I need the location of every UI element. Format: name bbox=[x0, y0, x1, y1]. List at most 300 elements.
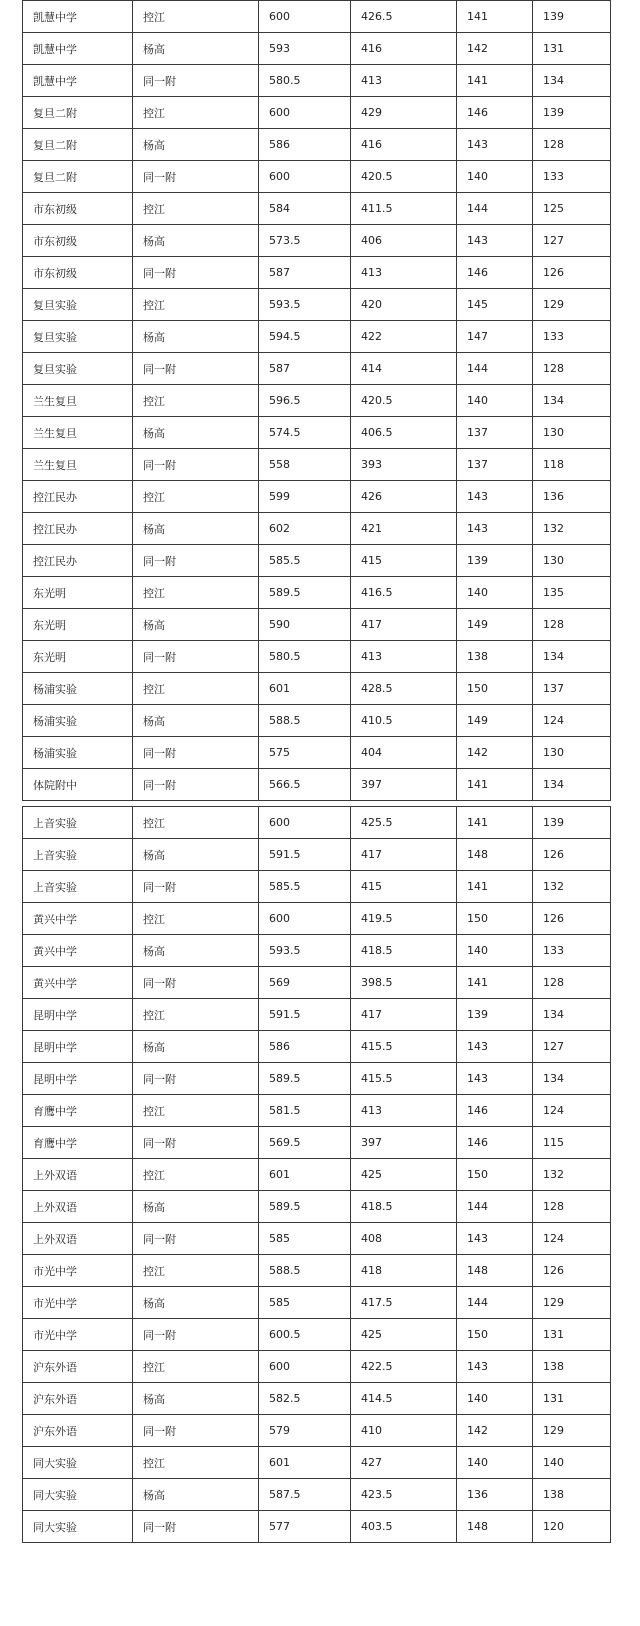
score-sheet bbox=[22, 0, 610, 1543]
score-cell-1: 573.5 bbox=[259, 225, 351, 257]
score-cell-1: 601 bbox=[259, 1447, 351, 1479]
school-cell: 市光中学 bbox=[23, 1255, 133, 1287]
target-school-cell: 杨高 bbox=[133, 839, 259, 871]
school-cell: 市东初级 bbox=[23, 225, 133, 257]
score-cell-2: 416.5 bbox=[351, 577, 457, 609]
score-cell-4: 136 bbox=[533, 481, 611, 513]
table-row bbox=[23, 1095, 611, 1127]
school-cell: 沪东外语 bbox=[23, 1383, 133, 1415]
score-table-part-2 bbox=[22, 806, 611, 1543]
school-cell: 同大实验 bbox=[23, 1511, 133, 1543]
target-school-cell: 杨高 bbox=[133, 321, 259, 353]
score-cell-2: 411.5 bbox=[351, 193, 457, 225]
score-cell-3: 143 bbox=[457, 1351, 533, 1383]
table-row bbox=[23, 385, 611, 417]
score-cell-3: 143 bbox=[457, 1063, 533, 1095]
score-cell-4: 130 bbox=[533, 737, 611, 769]
score-cell-3: 136 bbox=[457, 1479, 533, 1511]
score-cell-3: 150 bbox=[457, 1159, 533, 1191]
score-cell-2: 397 bbox=[351, 769, 457, 801]
table-row bbox=[23, 1319, 611, 1351]
score-cell-1: 569.5 bbox=[259, 1127, 351, 1159]
score-cell-2: 415 bbox=[351, 871, 457, 903]
score-cell-3: 150 bbox=[457, 903, 533, 935]
school-cell: 凯慧中学 bbox=[23, 33, 133, 65]
score-cell-2: 426.5 bbox=[351, 1, 457, 33]
score-cell-4: 128 bbox=[533, 1191, 611, 1223]
target-school-cell: 控江 bbox=[133, 193, 259, 225]
score-cell-1: 587.5 bbox=[259, 1479, 351, 1511]
score-cell-2: 413 bbox=[351, 1095, 457, 1127]
table-row bbox=[23, 481, 611, 513]
score-cell-3: 140 bbox=[457, 161, 533, 193]
target-school-cell: 杨高 bbox=[133, 33, 259, 65]
score-cell-2: 403.5 bbox=[351, 1511, 457, 1543]
school-cell: 东光明 bbox=[23, 577, 133, 609]
score-cell-4: 124 bbox=[533, 705, 611, 737]
table-row bbox=[23, 257, 611, 289]
score-cell-3: 140 bbox=[457, 577, 533, 609]
score-cell-3: 143 bbox=[457, 513, 533, 545]
school-cell: 黄兴中学 bbox=[23, 967, 133, 999]
table-row bbox=[23, 1479, 611, 1511]
score-cell-3: 139 bbox=[457, 999, 533, 1031]
school-cell: 黄兴中学 bbox=[23, 935, 133, 967]
score-cell-2: 418 bbox=[351, 1255, 457, 1287]
table-row bbox=[23, 577, 611, 609]
target-school-cell: 杨高 bbox=[133, 225, 259, 257]
table-row bbox=[23, 871, 611, 903]
score-cell-4: 140 bbox=[533, 1447, 611, 1479]
table-row bbox=[23, 1351, 611, 1383]
table-row bbox=[23, 903, 611, 935]
score-cell-3: 142 bbox=[457, 33, 533, 65]
table-row bbox=[23, 807, 611, 839]
score-cell-4: 120 bbox=[533, 1511, 611, 1543]
school-cell: 上音实验 bbox=[23, 807, 133, 839]
school-cell: 同大实验 bbox=[23, 1479, 133, 1511]
score-cell-3: 141 bbox=[457, 769, 533, 801]
score-cell-3: 149 bbox=[457, 609, 533, 641]
score-cell-4: 132 bbox=[533, 513, 611, 545]
score-cell-4: 134 bbox=[533, 641, 611, 673]
score-cell-4: 137 bbox=[533, 673, 611, 705]
target-school-cell: 同一附 bbox=[133, 1223, 259, 1255]
score-cell-2: 425.5 bbox=[351, 807, 457, 839]
target-school-cell: 杨高 bbox=[133, 1479, 259, 1511]
score-cell-3: 147 bbox=[457, 321, 533, 353]
target-school-cell: 控江 bbox=[133, 577, 259, 609]
score-cell-4: 134 bbox=[533, 65, 611, 97]
school-cell: 上外双语 bbox=[23, 1223, 133, 1255]
score-cell-1: 575 bbox=[259, 737, 351, 769]
score-cell-1: 584 bbox=[259, 193, 351, 225]
score-cell-2: 417 bbox=[351, 609, 457, 641]
table-row bbox=[23, 321, 611, 353]
table-row bbox=[23, 353, 611, 385]
score-cell-3: 143 bbox=[457, 1223, 533, 1255]
score-cell-1: 596.5 bbox=[259, 385, 351, 417]
school-cell: 上外双语 bbox=[23, 1191, 133, 1223]
table-row bbox=[23, 513, 611, 545]
table-row bbox=[23, 1383, 611, 1415]
score-cell-2: 421 bbox=[351, 513, 457, 545]
target-school-cell: 控江 bbox=[133, 1351, 259, 1383]
table-row bbox=[23, 1447, 611, 1479]
score-cell-1: 586 bbox=[259, 129, 351, 161]
table-row bbox=[23, 33, 611, 65]
score-cell-3: 143 bbox=[457, 481, 533, 513]
score-cell-1: 580.5 bbox=[259, 65, 351, 97]
score-cell-4: 126 bbox=[533, 903, 611, 935]
score-cell-4: 129 bbox=[533, 1287, 611, 1319]
score-cell-2: 425 bbox=[351, 1319, 457, 1351]
score-cell-3: 137 bbox=[457, 449, 533, 481]
target-school-cell: 控江 bbox=[133, 1095, 259, 1127]
table-row bbox=[23, 193, 611, 225]
table-row bbox=[23, 935, 611, 967]
score-cell-1: 600 bbox=[259, 903, 351, 935]
target-school-cell: 杨高 bbox=[133, 935, 259, 967]
school-cell: 复旦实验 bbox=[23, 289, 133, 321]
table-body bbox=[23, 807, 611, 1543]
school-cell: 上外双语 bbox=[23, 1159, 133, 1191]
score-cell-3: 145 bbox=[457, 289, 533, 321]
school-cell: 同大实验 bbox=[23, 1447, 133, 1479]
score-cell-1: 566.5 bbox=[259, 769, 351, 801]
score-cell-1: 590 bbox=[259, 609, 351, 641]
score-cell-3: 142 bbox=[457, 737, 533, 769]
score-cell-1: 601 bbox=[259, 673, 351, 705]
table-row bbox=[23, 1415, 611, 1447]
score-cell-4: 129 bbox=[533, 1415, 611, 1447]
score-cell-1: 587 bbox=[259, 353, 351, 385]
school-cell: 黄兴中学 bbox=[23, 903, 133, 935]
score-cell-1: 600 bbox=[259, 807, 351, 839]
score-cell-2: 415.5 bbox=[351, 1031, 457, 1063]
target-school-cell: 控江 bbox=[133, 999, 259, 1031]
score-cell-3: 140 bbox=[457, 935, 533, 967]
score-cell-4: 124 bbox=[533, 1223, 611, 1255]
target-school-cell: 控江 bbox=[133, 1, 259, 33]
school-cell: 杨浦实验 bbox=[23, 705, 133, 737]
score-cell-3: 142 bbox=[457, 1415, 533, 1447]
table-row bbox=[23, 769, 611, 801]
table-row bbox=[23, 1, 611, 33]
score-cell-1: 569 bbox=[259, 967, 351, 999]
score-cell-1: 585.5 bbox=[259, 871, 351, 903]
score-cell-3: 146 bbox=[457, 1127, 533, 1159]
target-school-cell: 杨高 bbox=[133, 513, 259, 545]
score-cell-1: 582.5 bbox=[259, 1383, 351, 1415]
target-school-cell: 同一附 bbox=[133, 545, 259, 577]
school-cell: 复旦二附 bbox=[23, 97, 133, 129]
score-cell-4: 115 bbox=[533, 1127, 611, 1159]
score-cell-2: 415.5 bbox=[351, 1063, 457, 1095]
score-cell-3: 148 bbox=[457, 1511, 533, 1543]
score-cell-1: 593 bbox=[259, 33, 351, 65]
table-row bbox=[23, 289, 611, 321]
table-row bbox=[23, 1287, 611, 1319]
school-cell: 东光明 bbox=[23, 609, 133, 641]
school-cell: 控江民办 bbox=[23, 513, 133, 545]
target-school-cell: 控江 bbox=[133, 673, 259, 705]
score-cell-3: 139 bbox=[457, 545, 533, 577]
school-cell: 凯慧中学 bbox=[23, 1, 133, 33]
target-school-cell: 杨高 bbox=[133, 129, 259, 161]
school-cell: 育鹰中学 bbox=[23, 1095, 133, 1127]
score-cell-2: 417 bbox=[351, 839, 457, 871]
score-cell-1: 600 bbox=[259, 1, 351, 33]
score-cell-4: 128 bbox=[533, 129, 611, 161]
score-cell-3: 140 bbox=[457, 385, 533, 417]
school-cell: 兰生复旦 bbox=[23, 449, 133, 481]
target-school-cell: 控江 bbox=[133, 1159, 259, 1191]
score-cell-4: 133 bbox=[533, 161, 611, 193]
score-cell-1: 585 bbox=[259, 1287, 351, 1319]
score-cell-1: 574.5 bbox=[259, 417, 351, 449]
score-cell-2: 393 bbox=[351, 449, 457, 481]
target-school-cell: 杨高 bbox=[133, 417, 259, 449]
target-school-cell: 同一附 bbox=[133, 967, 259, 999]
school-cell: 上音实验 bbox=[23, 871, 133, 903]
score-cell-3: 144 bbox=[457, 193, 533, 225]
table-row bbox=[23, 1191, 611, 1223]
school-cell: 兰生复旦 bbox=[23, 417, 133, 449]
target-school-cell: 控江 bbox=[133, 97, 259, 129]
school-cell: 杨浦实验 bbox=[23, 673, 133, 705]
school-cell: 育鹰中学 bbox=[23, 1127, 133, 1159]
score-cell-2: 406.5 bbox=[351, 417, 457, 449]
score-cell-2: 410 bbox=[351, 1415, 457, 1447]
target-school-cell: 同一附 bbox=[133, 1415, 259, 1447]
score-cell-2: 420.5 bbox=[351, 161, 457, 193]
school-cell: 市东初级 bbox=[23, 257, 133, 289]
table-row bbox=[23, 1159, 611, 1191]
score-cell-1: 594.5 bbox=[259, 321, 351, 353]
score-cell-4: 125 bbox=[533, 193, 611, 225]
score-cell-4: 134 bbox=[533, 999, 611, 1031]
table-row bbox=[23, 1063, 611, 1095]
score-cell-4: 134 bbox=[533, 385, 611, 417]
score-cell-4: 127 bbox=[533, 1031, 611, 1063]
score-cell-1: 600 bbox=[259, 161, 351, 193]
score-cell-3: 146 bbox=[457, 257, 533, 289]
target-school-cell: 同一附 bbox=[133, 257, 259, 289]
score-cell-2: 417 bbox=[351, 999, 457, 1031]
score-cell-3: 141 bbox=[457, 1, 533, 33]
table-row bbox=[23, 967, 611, 999]
score-cell-1: 589.5 bbox=[259, 1191, 351, 1223]
score-cell-2: 416 bbox=[351, 33, 457, 65]
table-row bbox=[23, 641, 611, 673]
table-body bbox=[23, 1, 611, 801]
target-school-cell: 同一附 bbox=[133, 161, 259, 193]
score-cell-4: 130 bbox=[533, 545, 611, 577]
score-cell-4: 131 bbox=[533, 1383, 611, 1415]
score-cell-4: 118 bbox=[533, 449, 611, 481]
target-school-cell: 控江 bbox=[133, 807, 259, 839]
score-cell-2: 418.5 bbox=[351, 935, 457, 967]
score-cell-3: 144 bbox=[457, 353, 533, 385]
score-cell-3: 148 bbox=[457, 1255, 533, 1287]
table-row bbox=[23, 1511, 611, 1543]
table-row bbox=[23, 65, 611, 97]
table-row bbox=[23, 417, 611, 449]
school-cell: 控江民办 bbox=[23, 481, 133, 513]
school-cell: 控江民办 bbox=[23, 545, 133, 577]
score-cell-4: 133 bbox=[533, 935, 611, 967]
score-cell-4: 130 bbox=[533, 417, 611, 449]
target-school-cell: 同一附 bbox=[133, 65, 259, 97]
table-row bbox=[23, 129, 611, 161]
table-row bbox=[23, 673, 611, 705]
score-cell-4: 129 bbox=[533, 289, 611, 321]
target-school-cell: 杨高 bbox=[133, 1031, 259, 1063]
score-cell-1: 600 bbox=[259, 1351, 351, 1383]
table-row bbox=[23, 1127, 611, 1159]
score-cell-4: 138 bbox=[533, 1479, 611, 1511]
school-cell: 体院附中 bbox=[23, 769, 133, 801]
target-school-cell: 杨高 bbox=[133, 705, 259, 737]
score-cell-1: 577 bbox=[259, 1511, 351, 1543]
school-cell: 凯慧中学 bbox=[23, 65, 133, 97]
score-cell-1: 587 bbox=[259, 257, 351, 289]
score-cell-1: 558 bbox=[259, 449, 351, 481]
table-row bbox=[23, 545, 611, 577]
target-school-cell: 同一附 bbox=[133, 737, 259, 769]
school-cell: 兰生复旦 bbox=[23, 385, 133, 417]
score-cell-3: 146 bbox=[457, 97, 533, 129]
score-cell-1: 585.5 bbox=[259, 545, 351, 577]
score-cell-3: 141 bbox=[457, 807, 533, 839]
score-cell-3: 141 bbox=[457, 871, 533, 903]
target-school-cell: 控江 bbox=[133, 1255, 259, 1287]
score-cell-4: 139 bbox=[533, 97, 611, 129]
score-cell-1: 600.5 bbox=[259, 1319, 351, 1351]
score-cell-4: 135 bbox=[533, 577, 611, 609]
school-cell: 市光中学 bbox=[23, 1319, 133, 1351]
score-cell-3: 148 bbox=[457, 839, 533, 871]
table-row bbox=[23, 97, 611, 129]
school-cell: 沪东外语 bbox=[23, 1415, 133, 1447]
target-school-cell: 同一附 bbox=[133, 1127, 259, 1159]
score-cell-1: 588.5 bbox=[259, 705, 351, 737]
score-cell-4: 126 bbox=[533, 1255, 611, 1287]
score-cell-3: 143 bbox=[457, 1031, 533, 1063]
score-cell-2: 417.5 bbox=[351, 1287, 457, 1319]
score-cell-2: 414.5 bbox=[351, 1383, 457, 1415]
score-cell-2: 420 bbox=[351, 289, 457, 321]
score-cell-2: 404 bbox=[351, 737, 457, 769]
score-cell-2: 413 bbox=[351, 641, 457, 673]
target-school-cell: 同一附 bbox=[133, 1319, 259, 1351]
score-cell-2: 427 bbox=[351, 1447, 457, 1479]
score-cell-4: 139 bbox=[533, 1, 611, 33]
school-cell: 昆明中学 bbox=[23, 1031, 133, 1063]
school-cell: 市东初级 bbox=[23, 193, 133, 225]
school-cell: 昆明中学 bbox=[23, 999, 133, 1031]
school-cell: 东光明 bbox=[23, 641, 133, 673]
score-cell-3: 144 bbox=[457, 1287, 533, 1319]
target-school-cell: 杨高 bbox=[133, 609, 259, 641]
score-cell-2: 416 bbox=[351, 129, 457, 161]
score-cell-1: 579 bbox=[259, 1415, 351, 1447]
score-cell-4: 139 bbox=[533, 807, 611, 839]
score-cell-2: 429 bbox=[351, 97, 457, 129]
score-cell-3: 146 bbox=[457, 1095, 533, 1127]
school-cell: 复旦实验 bbox=[23, 321, 133, 353]
school-cell: 昆明中学 bbox=[23, 1063, 133, 1095]
school-cell: 复旦实验 bbox=[23, 353, 133, 385]
table-row bbox=[23, 1255, 611, 1287]
table-row bbox=[23, 999, 611, 1031]
score-cell-1: 593.5 bbox=[259, 289, 351, 321]
target-school-cell: 控江 bbox=[133, 1447, 259, 1479]
score-cell-3: 144 bbox=[457, 1191, 533, 1223]
score-cell-1: 589.5 bbox=[259, 1063, 351, 1095]
table-row bbox=[23, 225, 611, 257]
score-cell-1: 599 bbox=[259, 481, 351, 513]
score-cell-1: 593.5 bbox=[259, 935, 351, 967]
score-cell-2: 413 bbox=[351, 257, 457, 289]
score-cell-1: 601 bbox=[259, 1159, 351, 1191]
score-cell-1: 589.5 bbox=[259, 577, 351, 609]
target-school-cell: 同一附 bbox=[133, 1063, 259, 1095]
table-row bbox=[23, 609, 611, 641]
score-cell-1: 581.5 bbox=[259, 1095, 351, 1127]
target-school-cell: 同一附 bbox=[133, 769, 259, 801]
table-row bbox=[23, 449, 611, 481]
target-school-cell: 同一附 bbox=[133, 871, 259, 903]
score-cell-4: 131 bbox=[533, 1319, 611, 1351]
score-cell-4: 133 bbox=[533, 321, 611, 353]
target-school-cell: 控江 bbox=[133, 903, 259, 935]
score-cell-2: 398.5 bbox=[351, 967, 457, 999]
score-cell-3: 143 bbox=[457, 225, 533, 257]
score-cell-4: 126 bbox=[533, 839, 611, 871]
score-table-part-1 bbox=[22, 0, 611, 801]
score-cell-1: 591.5 bbox=[259, 999, 351, 1031]
school-cell: 杨浦实验 bbox=[23, 737, 133, 769]
score-cell-2: 426 bbox=[351, 481, 457, 513]
target-school-cell: 同一附 bbox=[133, 641, 259, 673]
score-cell-4: 128 bbox=[533, 967, 611, 999]
target-school-cell: 杨高 bbox=[133, 1191, 259, 1223]
score-cell-4: 132 bbox=[533, 1159, 611, 1191]
score-cell-4: 132 bbox=[533, 871, 611, 903]
score-cell-2: 397 bbox=[351, 1127, 457, 1159]
target-school-cell: 同一附 bbox=[133, 1511, 259, 1543]
score-cell-4: 124 bbox=[533, 1095, 611, 1127]
table-row bbox=[23, 1223, 611, 1255]
score-cell-2: 423.5 bbox=[351, 1479, 457, 1511]
score-cell-1: 585 bbox=[259, 1223, 351, 1255]
score-cell-2: 419.5 bbox=[351, 903, 457, 935]
score-cell-1: 588.5 bbox=[259, 1255, 351, 1287]
score-cell-4: 128 bbox=[533, 609, 611, 641]
score-cell-2: 410.5 bbox=[351, 705, 457, 737]
target-school-cell: 同一附 bbox=[133, 353, 259, 385]
score-cell-3: 150 bbox=[457, 1319, 533, 1351]
score-cell-3: 141 bbox=[457, 65, 533, 97]
score-cell-1: 591.5 bbox=[259, 839, 351, 871]
score-cell-4: 131 bbox=[533, 33, 611, 65]
score-cell-2: 425 bbox=[351, 1159, 457, 1191]
score-cell-4: 138 bbox=[533, 1351, 611, 1383]
score-cell-3: 150 bbox=[457, 673, 533, 705]
school-cell: 市光中学 bbox=[23, 1287, 133, 1319]
